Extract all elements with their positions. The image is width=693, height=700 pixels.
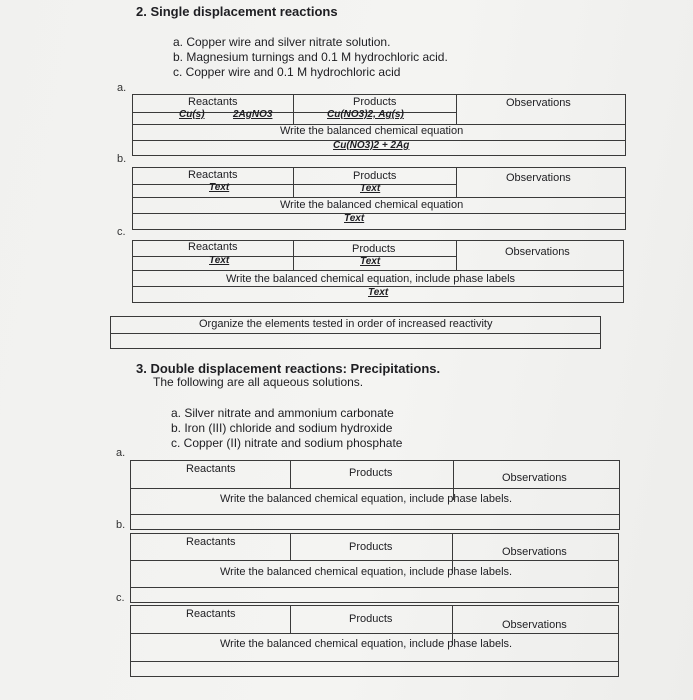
section2-item-a: a. Copper wire and silver nitrate solution.	[173, 35, 391, 49]
organize-reactivity-label: Organize the elements tested in order of increased reactivity	[199, 318, 493, 330]
table-3a-equation-label: Write the balanced chemical equation, include phase labels.	[220, 493, 513, 505]
table-3c-observations-label: Observations	[502, 619, 567, 631]
table-2c-equation-label: Write the balanced chemical equation, include phase labels	[226, 273, 516, 285]
table-3a-products-label: Products	[349, 467, 393, 479]
table-2a-label: a.	[117, 82, 127, 94]
table-3b-reactants-label: Reactants	[186, 536, 236, 548]
table-3c-products-label: Products	[349, 613, 393, 625]
table-3b-observations-label: Observations	[502, 546, 567, 558]
table-2a-products[interactable]: Cu(NO3)2, Ag(s)	[327, 109, 404, 120]
table-2b-products[interactable]: Text	[360, 183, 381, 194]
table-2b-reactants-label: Reactants	[188, 169, 238, 181]
section2-item-b: b. Magnesium turnings and 0.1 M hydrochloric acid.	[173, 50, 448, 64]
section2-heading: 2. Single displacement reactions	[136, 4, 338, 19]
table-2b-equation[interactable]: Text	[344, 213, 365, 224]
table-2a-equation[interactable]: Cu(NO3)2 + 2Ag	[333, 140, 410, 151]
section3-item-c: c. Copper (II) nitrate and sodium phosphate	[171, 436, 403, 450]
table-3a-label: a.	[116, 447, 126, 459]
table-2c-products[interactable]: Text	[360, 256, 381, 267]
table-2a-reactant-1[interactable]: Cu(s)	[179, 109, 205, 120]
table-3a-observations-label: Observations	[502, 472, 567, 484]
table-2a-reactants-label: Reactants	[188, 96, 238, 108]
table-2a-reactant-2[interactable]: 2AgNO3	[233, 109, 273, 120]
table-2a-equation-label: Write the balanced chemical equation	[280, 125, 464, 137]
table-2c-label: c.	[117, 226, 126, 238]
table-3b-equation-label: Write the balanced chemical equation, include phase labels.	[220, 566, 513, 578]
table-3c-label: c.	[116, 592, 125, 604]
table-2b-reactants[interactable]: Text	[209, 182, 230, 193]
table-2a-products-label: Products	[353, 96, 397, 108]
table-2c-equation[interactable]: Text	[368, 287, 389, 298]
table-3a-reactants-label: Reactants	[186, 463, 236, 475]
table-2b-equation-label: Write the balanced chemical equation	[280, 199, 464, 211]
table-3c-equation-label: Write the balanced chemical equation, include phase labels.	[220, 638, 513, 650]
table-2b-observations-label: Observations	[506, 172, 571, 184]
section3-heading: 3. Double displacement reactions: Precipitations.	[136, 361, 441, 376]
section3-item-b: b. Iron (III) chloride and sodium hydroxide	[171, 421, 393, 435]
section2-item-c: c. Copper wire and 0.1 M hydrochloric acid	[173, 65, 401, 79]
table-3b-label: b.	[116, 519, 126, 531]
table-2c-products-label: Products	[352, 243, 396, 255]
table-3c-reactants-label: Reactants	[186, 608, 236, 620]
table-2c-observations-label: Observations	[505, 246, 570, 258]
section3-subheading: The following are all aqueous solutions.	[153, 375, 364, 389]
section3-item-a: a. Silver nitrate and ammonium carbonate	[171, 406, 394, 420]
table-3b-products-label: Products	[349, 541, 393, 553]
table-2c-reactants[interactable]: Text	[209, 255, 230, 266]
table-2b-products-label: Products	[353, 170, 397, 182]
table-2c-reactants-label: Reactants	[188, 241, 238, 253]
table-2a-observations-label: Observations	[506, 97, 571, 109]
table-2b-label: b.	[117, 153, 127, 165]
